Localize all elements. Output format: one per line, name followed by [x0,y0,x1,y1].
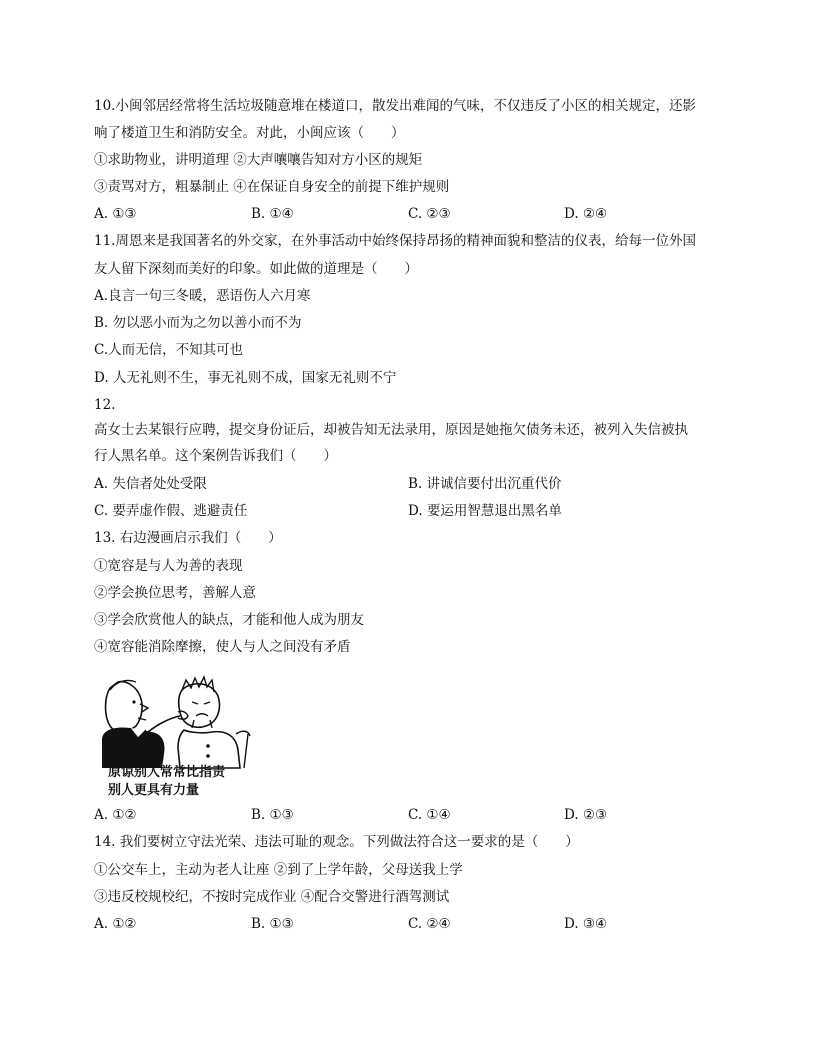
q11-option-a: A.良言一句三冬暖，恶语伤人六月寒 [94,288,311,304]
q10-stem-line1: 10.小闽邻居经常将生活垃圾随意堆在楼道口，散发出难闻的气味，不仅违反了小区的相关规定，还影 [94,98,696,114]
q14-items-line1: ①公交车上，主动为老人让座 ②到了上学年龄，父母送我上学 [94,862,463,878]
comic-caption-line1: 原谅别人常常比指责 [108,765,226,780]
q12-number: 12. [94,397,116,413]
comic-caption-line2: 别人更具有力量 [108,783,200,798]
q10-option-c: C. ②③ [408,206,451,222]
q12-stem-line2: 行人黑名单。这个案例告诉我们（ ） [94,448,337,464]
q12-option-a: A. 失信者处处受限 [94,476,207,492]
q14-option-a: A. ①② [94,916,137,932]
q13-item4: ④宽容能消除摩擦，使人与人之间没有矛盾 [94,639,351,655]
q10-option-b: B. ①④ [251,206,294,222]
q13-stem: 13. 右边漫画启示我们（ ） [94,530,282,546]
q11-option-d: D. 人无礼则不生，事无礼则不成，国家无礼则不宁 [94,370,397,386]
q13-item3: ③学会欣赏他人的缺点，才能和他人成为朋友 [94,612,364,628]
q10-items-line1: ①求助物业，讲明道理 ②大声嚷嚷告知对方小区的规矩 [94,152,423,168]
comic-caption [108,764,225,800]
q12-option-d: D. 要运用智慧退出黑名单 [408,503,562,519]
q12-option-b: B. 讲诚信要付出沉重代价 [408,476,562,492]
q13-option-c: C. ①④ [408,807,451,823]
q14-items-line2: ③违反校规校纪，不按时完成作业 ④配合交警进行酒驾测试 [94,889,450,905]
q10-option-d: D. ②④ [564,206,608,222]
q11-option-b: B. 勿以恶小而为之勿以善小而不为 [94,315,302,331]
q13-option-d: D. ②③ [564,807,608,823]
q14-stem: 14. 我们要树立守法光荣、违法可耻的观念。下列做法符合这一要求的是（ ） [94,834,579,850]
q11-stem-line2: 友人留下深刻而美好的印象。如此做的道理是（ ） [94,261,418,277]
q10-option-a: A. ①③ [94,206,137,222]
q11-stem-line1: 11.周恩来是我国著名的外交家，在外事活动中始终保持昂扬的精神面貌和整洁的仪表，给每一位外国 [94,233,696,249]
q12-option-c: C. 要弄虚作假、逃避责任 [94,503,248,519]
q11-option-c: C.人而无信，不知其可也 [94,342,244,358]
q13-option-a: A. ①② [94,807,137,823]
q10-items-line2: ③责骂对方，粗暴制止 ④在保证自身安全的前提下维护规则 [94,179,450,195]
q14-option-b: B. ①③ [251,916,294,932]
q14-option-c: C. ②④ [408,916,451,932]
q14-option-d: D. ③④ [564,916,608,932]
q13-item1: ①宽容是与人为善的表现 [94,558,243,574]
q10-stem-line2: 响了楼道卫生和消防安全。对此，小闽应该（ ） [94,125,405,141]
q12-stem-line1: 高女士去某银行应聘，提交身份证后，却被告知无法录用，原因是她拖欠债务未还，被列入失信被执 [94,422,688,438]
q13-option-b: B. ①③ [251,807,294,823]
q13-item2: ②学会换位思考，善解人意 [94,585,256,601]
